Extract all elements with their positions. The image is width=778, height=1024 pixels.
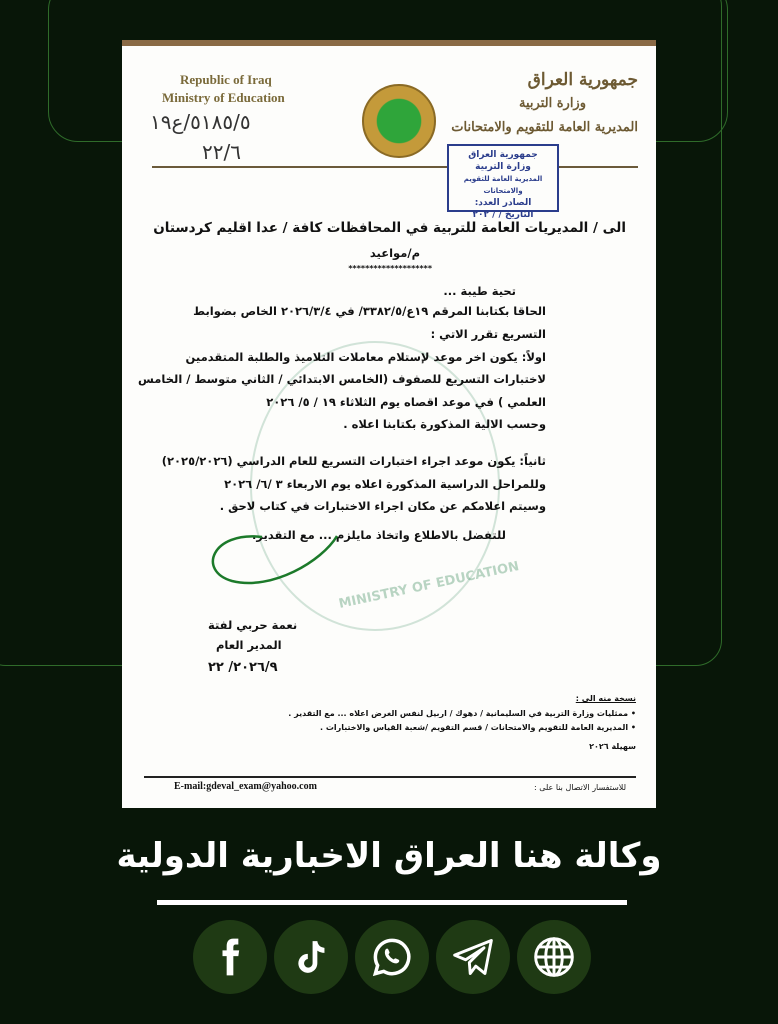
header-ar-ministry: وزارة التربية [519, 96, 586, 111]
cc-item: • ممثليات وزارة التربية في السليمانية / دهوك / اربيل لنفس الغرض اعلاه ... مع التقدير . [288, 709, 636, 718]
cc-item: • المديرية العامة للتقويم والامتحانات / قسم التقويم /شعبة القياس والاختبارات . [320, 723, 636, 732]
tiktok-button[interactable] [274, 920, 348, 994]
subject: م/مواعيد [369, 246, 420, 260]
subject-stars: ******************** [348, 264, 432, 273]
body-line: ثانياً: يكون موعد اجراء اختبارات التسريع للعام الدراسي (٢٠٢٥/٢٠٢٦) [161, 454, 546, 468]
header-en-ministry: Ministry of Education [162, 90, 285, 105]
body-line: التسريع تقرر الاتي : [430, 327, 546, 341]
footer-divider [144, 776, 636, 778]
cc-label: نسخة منه الى : [575, 694, 636, 703]
facebook-icon [210, 937, 250, 977]
sign-date: ٢٠٢٦/٩/ ٢٢ [208, 660, 278, 675]
stamp-line: الصادر العدد: [474, 198, 532, 208]
body-line: العلمي ) في موعد اقصاه يوم الثلاثاء ١٩ / ٥/ ٢٠٢٦ [266, 395, 546, 409]
handwritten-ref-number: ٥١٨٥/٥/ع١٩ [150, 110, 251, 134]
handwritten-ref-date: ٢٢/٦ [202, 140, 241, 164]
body-line: لاختبارات التسريع للصفوف (الخامس الابتدائي / الثاني متوسط / الخامس [138, 372, 546, 386]
agency-name: وكالة هنا العراق الاخبارية الدولية [116, 836, 662, 876]
body-line: وللمراحل الدراسية المذكورة اعلاه يوم الاربعاء ٣ /٦/ ٢٠٢٦ [224, 477, 546, 491]
header-en-country: Republic of Iraq [180, 72, 272, 87]
cc-item-text: ممثليات وزارة التربية في السليمانية / دهوك / اربيل لنفس الغرض اعلاه ... مع التقدير . [288, 709, 629, 718]
stamp-line: التاريخ / / ٢٠٢ [472, 210, 534, 220]
typist-initials: سهيلة ٢٠٢٦ [589, 742, 636, 751]
tiktok-icon [292, 938, 330, 976]
stamp-line: وزارة التربية [475, 162, 531, 172]
contact-label: للاستفسار الاتصال بنا على : [533, 783, 626, 792]
stamp-line: جمهورية العراق [468, 150, 538, 160]
greeting: تحية طيبة ... [443, 284, 516, 298]
contact-email: E-mail:gdeval_exam@yahoo.com [174, 781, 317, 792]
official-letter [122, 40, 656, 808]
signer-title: المدير العام [216, 638, 282, 652]
facebook-button[interactable] [193, 920, 267, 994]
header-ar-country: جمهورية العراق [527, 70, 638, 90]
header-ar-directorate: المديرية العامة للتقويم والامتحانات [451, 120, 638, 135]
watermark-text: MINISTRY OF EDUCATION [337, 559, 521, 612]
body-line: وسيتم اعلامكم عن مكان اجراء الاختبارات في كتاب لاحق . [219, 499, 546, 513]
whatsapp-icon [371, 936, 413, 978]
incoming-stamp [447, 144, 559, 220]
signature [202, 531, 342, 591]
closing: للتفضل بالاطلاع واتخاذ مايلزم ... مع التقدير. [252, 528, 506, 542]
cc-item-text: المديرية العامة للتقويم والامتحانات / قسم التقويم /شعبة القياس والاختبارات . [320, 723, 629, 732]
body-line: وحسب الالية المذكورة بكتابنا اعلاه . [343, 417, 546, 431]
website-button[interactable] [517, 920, 591, 994]
social-links [193, 920, 591, 994]
signer-name: نعمة حربي لفتة [208, 618, 298, 632]
title-underline [157, 900, 627, 905]
recipient: الى / المديريات العامة للتربية في المحافظات كافة / عدا اقليم كردستان [153, 220, 626, 236]
body-line: اولاً: يكون اخر موعد لإستلام معاملات التلاميذ والطلبة المتقدمين [185, 350, 546, 364]
globe-icon [532, 935, 576, 979]
body-line: الحاقا بكتابنا المرقم ١٩ع/٣٣٨٢/٥/ في ٢٠٢٦/٣/٤ الخاص بضوابط [193, 304, 546, 318]
ministry-seal-logo [362, 84, 436, 158]
header-divider [152, 166, 638, 168]
telegram-button[interactable] [436, 920, 510, 994]
whatsapp-button[interactable] [355, 920, 429, 994]
stamp-line: المديرية العامة للتقويم والامتحانات [463, 175, 543, 195]
telegram-icon [451, 935, 495, 979]
